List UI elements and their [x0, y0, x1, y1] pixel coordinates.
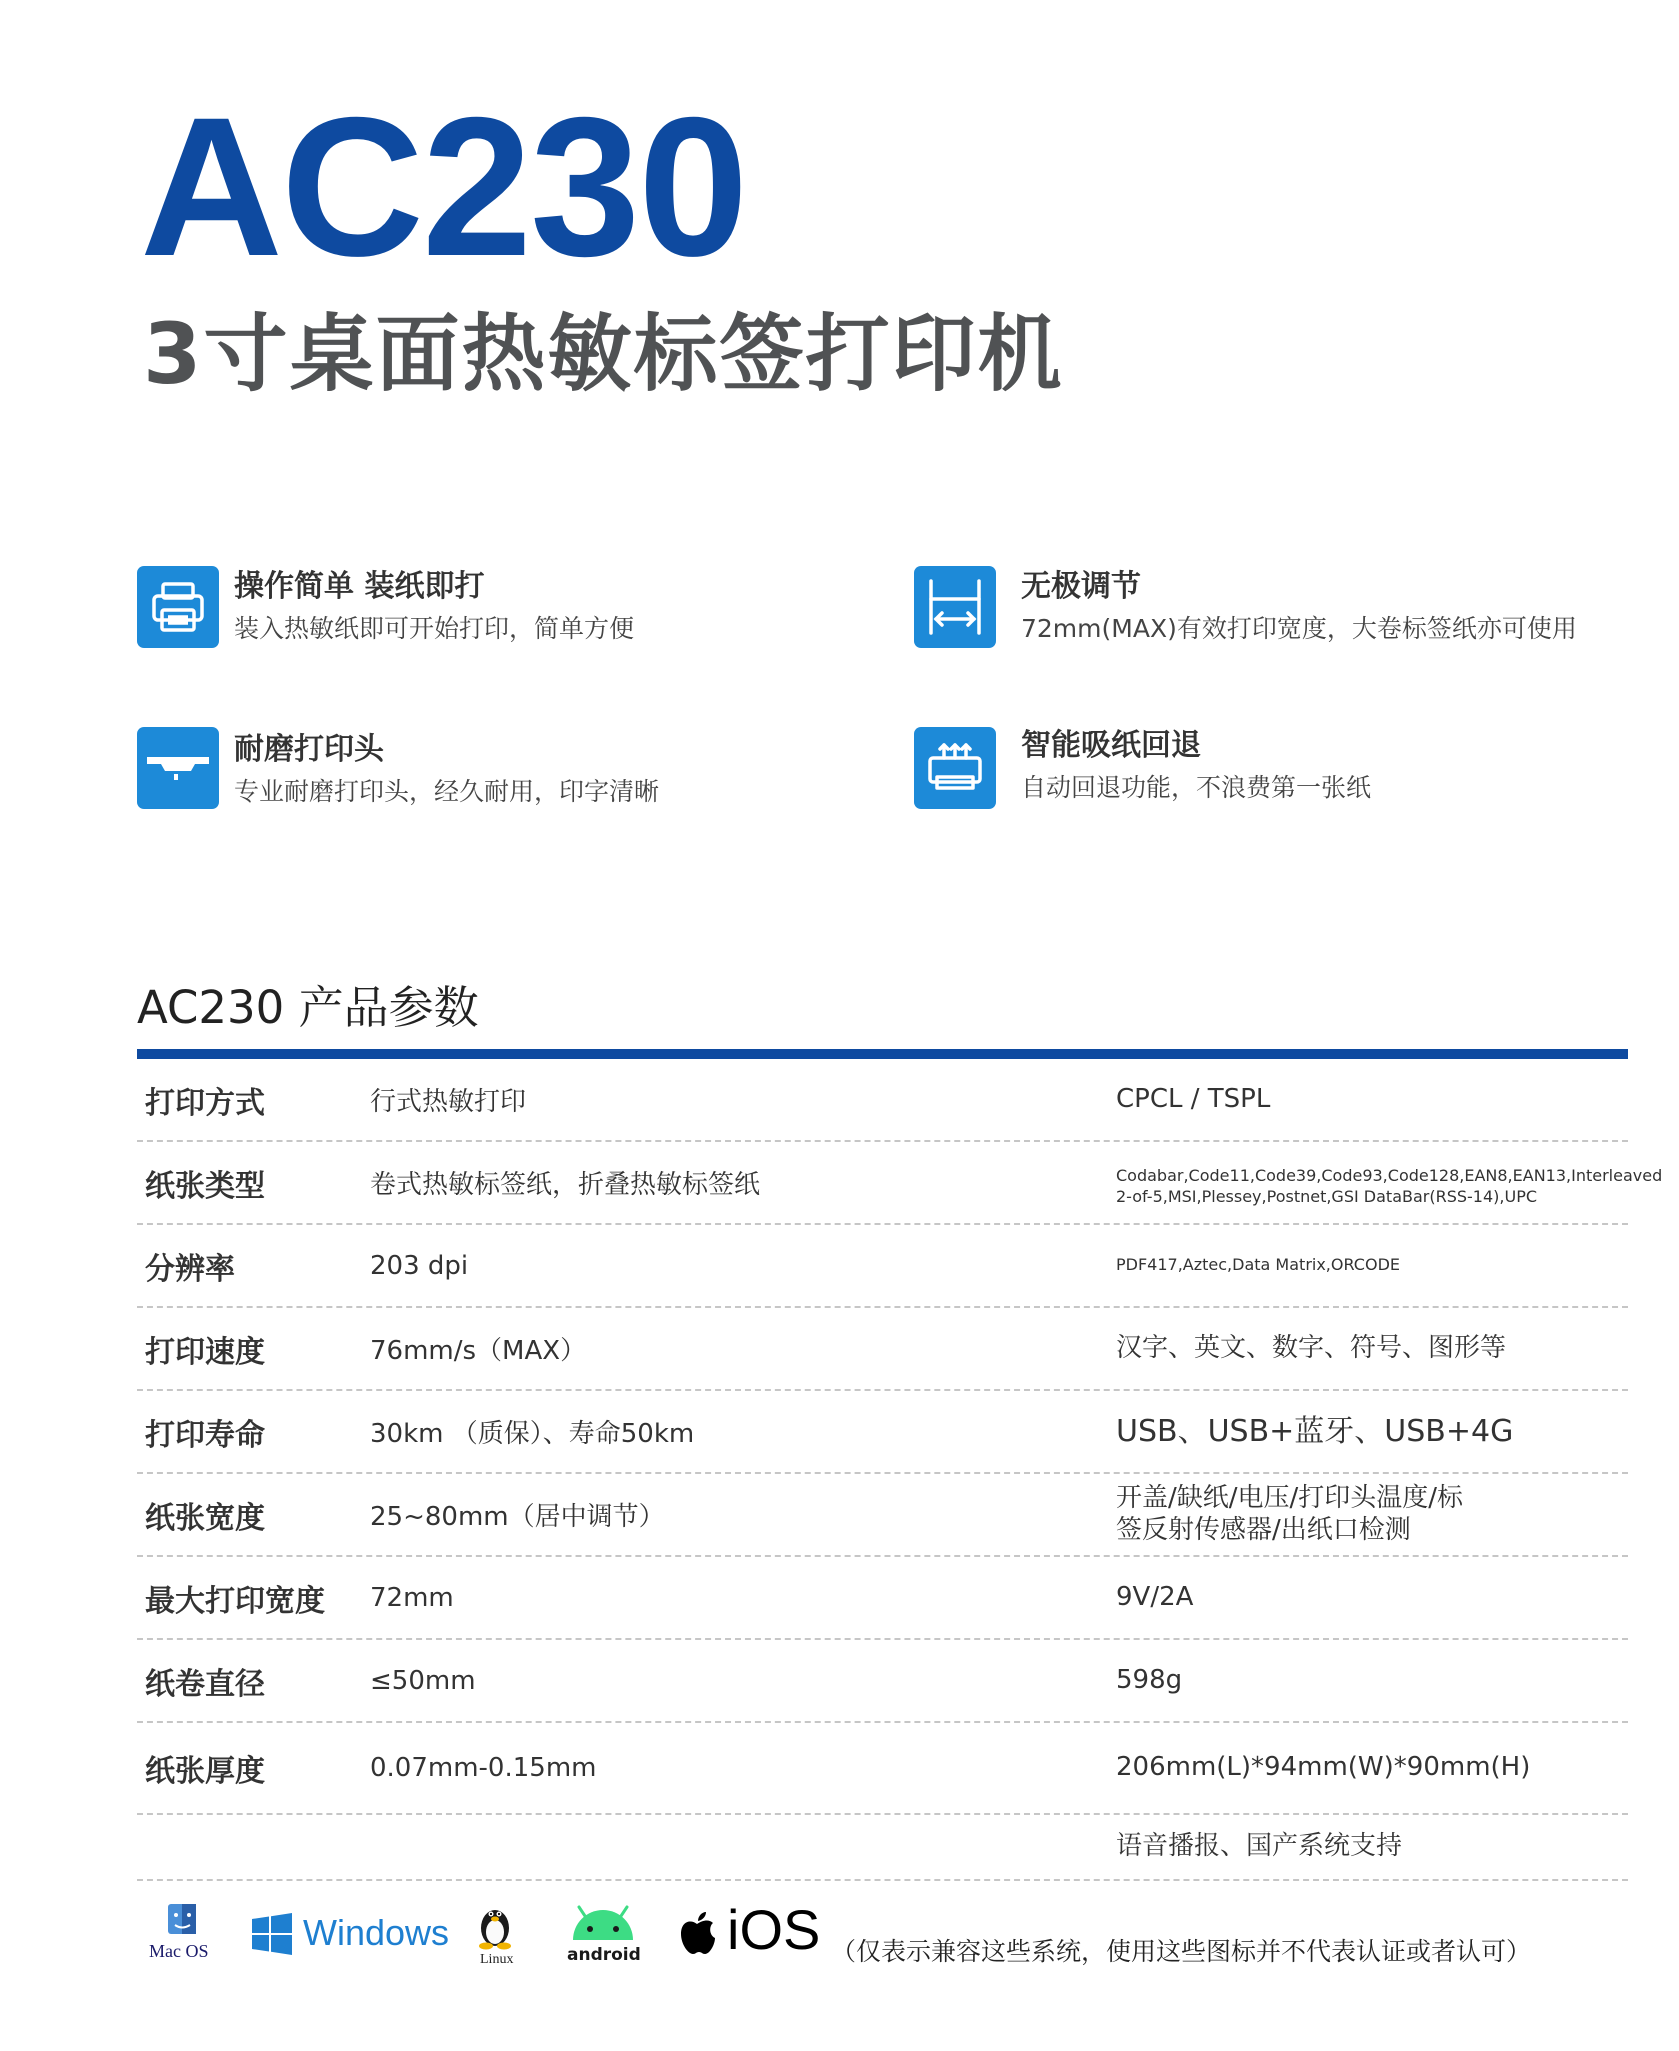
table-row — [137, 1557, 1628, 1640]
feature-item — [137, 727, 660, 809]
feature-desc: 专业耐磨打印头，经久耐用，印字清晰 — [234, 777, 660, 806]
windows-icon — [250, 1912, 294, 1956]
table-row — [137, 1723, 1628, 1815]
android-label: android — [567, 1945, 641, 1965]
spec-right-value: 9V/2A — [1116, 1581, 1194, 1612]
spec-value: 72mm — [370, 1582, 454, 1613]
spec-right-value: CPCL / TSPL — [1116, 1083, 1271, 1114]
spec-value: 203 dpi — [370, 1250, 469, 1281]
os-support-row — [147, 1900, 1627, 1970]
spec-value: ≤50mm — [370, 1665, 476, 1696]
spec-right-value: 汉字、英文、数字、符号、图形等 — [1116, 1332, 1507, 1363]
model-title: AC230 — [140, 76, 747, 297]
spec-label: 纸卷直径 — [145, 1666, 265, 1702]
feature-item — [914, 727, 1372, 809]
printer-icon — [137, 566, 219, 648]
mac-finder-icon — [147, 1900, 217, 1940]
feature-title: 耐磨打印头 — [234, 732, 384, 767]
spec-label: 纸张厚度 — [145, 1754, 265, 1789]
spec-table — [137, 1059, 1663, 1881]
spec-right-value: 206mm(L)*94mm(W)*90mm(H) — [1116, 1752, 1531, 1783]
product-subtitle: 3寸桌面热敏标签打印机 — [143, 305, 1064, 403]
spec-value: 行式热敏打印 — [370, 1087, 527, 1117]
spec-label: 纸张宽度 — [145, 1500, 265, 1536]
macos-label: Mac OS — [149, 1941, 209, 1961]
spec-value: 30km （质保）、寿命50km — [370, 1419, 695, 1449]
android-logo — [563, 1904, 643, 1970]
table-row — [137, 1474, 1628, 1557]
spec-label: 分辨率 — [145, 1251, 235, 1287]
feature-title: 智能吸纸回退 — [1021, 728, 1201, 763]
printhead-icon — [137, 727, 219, 809]
spec-right-value: 598g — [1116, 1664, 1183, 1695]
spec-value: 25~80mm（居中调节） — [370, 1502, 665, 1532]
table-row — [137, 1391, 1628, 1474]
compatibility-note: （仅表示兼容这些系统，使用这些图标并不代表认证或者认可） — [831, 1937, 1532, 1966]
table-row — [137, 1059, 1628, 1142]
feature-item — [914, 566, 1577, 648]
specs-title: AC230 产品参数 — [137, 981, 479, 1034]
linux-logo — [467, 1900, 523, 1970]
spec-label: 最大打印宽度 — [145, 1583, 325, 1619]
spec-right-value: 开盖/缺纸/电压/打印头温度/标签反射传感器/出纸口检测 — [1116, 1483, 1464, 1545]
ios-logo — [677, 1898, 827, 1964]
spec-right-value: USB、USB+蓝牙、USB+4G — [1116, 1413, 1514, 1449]
linux-label: Linux — [480, 1952, 514, 1967]
android-robot-icon — [563, 1904, 643, 1944]
spec-label: 纸张类型 — [145, 1168, 265, 1204]
windows-label: Windows — [303, 1912, 450, 1953]
apple-icon — [677, 1910, 717, 1956]
windows-logo — [250, 1910, 450, 1960]
macos-logo — [147, 1900, 217, 1970]
feature-desc: 72mm(MAX)有效打印宽度，大卷标签纸亦可使用 — [1021, 614, 1577, 643]
spec-label: 打印速度 — [145, 1334, 265, 1370]
table-row — [137, 1225, 1628, 1308]
feature-item — [137, 566, 635, 648]
feature-title: 无极调节 — [1021, 569, 1141, 604]
ios-label: iOS — [727, 1898, 821, 1961]
feature-desc: 装入热敏纸即可开始打印，简单方便 — [234, 614, 635, 643]
spec-label: 打印方式 — [145, 1085, 265, 1121]
spec-label: 打印寿命 — [145, 1417, 265, 1453]
spec-value: 卷式热敏标签纸，折叠热敏标签纸 — [370, 1170, 761, 1200]
feature-desc: 自动回退功能，不浪费第一张纸 — [1021, 773, 1372, 802]
spec-right-value: PDF417,Aztec,Data Matrix,ORCODE — [1116, 1255, 1400, 1274]
spec-value: 76mm/s（MAX） — [370, 1336, 587, 1366]
feature-title: 操作简单 装纸即打 — [234, 569, 485, 604]
table-row — [137, 1308, 1628, 1391]
width-adjust-icon — [914, 566, 996, 648]
paper-retract-icon — [914, 727, 996, 809]
spec-right-value: Codabar,Code11,Code39,Code93,Code128,EAN8,EAN13,Interleaved 2-of-5,MSI,Plessey,Postnet,GSI DataBar(RSS-14),UPC — [1116, 1166, 1663, 1206]
table-row — [137, 1815, 1628, 1881]
tux-penguin-icon — [467, 1900, 523, 1950]
spec-right-value: 语音播报、国产系统支持 — [1116, 1831, 1403, 1862]
table-row — [137, 1142, 1663, 1225]
divider — [137, 1049, 1628, 1059]
spec-value: 0.07mm-0.15mm — [370, 1753, 597, 1783]
table-row — [137, 1640, 1628, 1723]
